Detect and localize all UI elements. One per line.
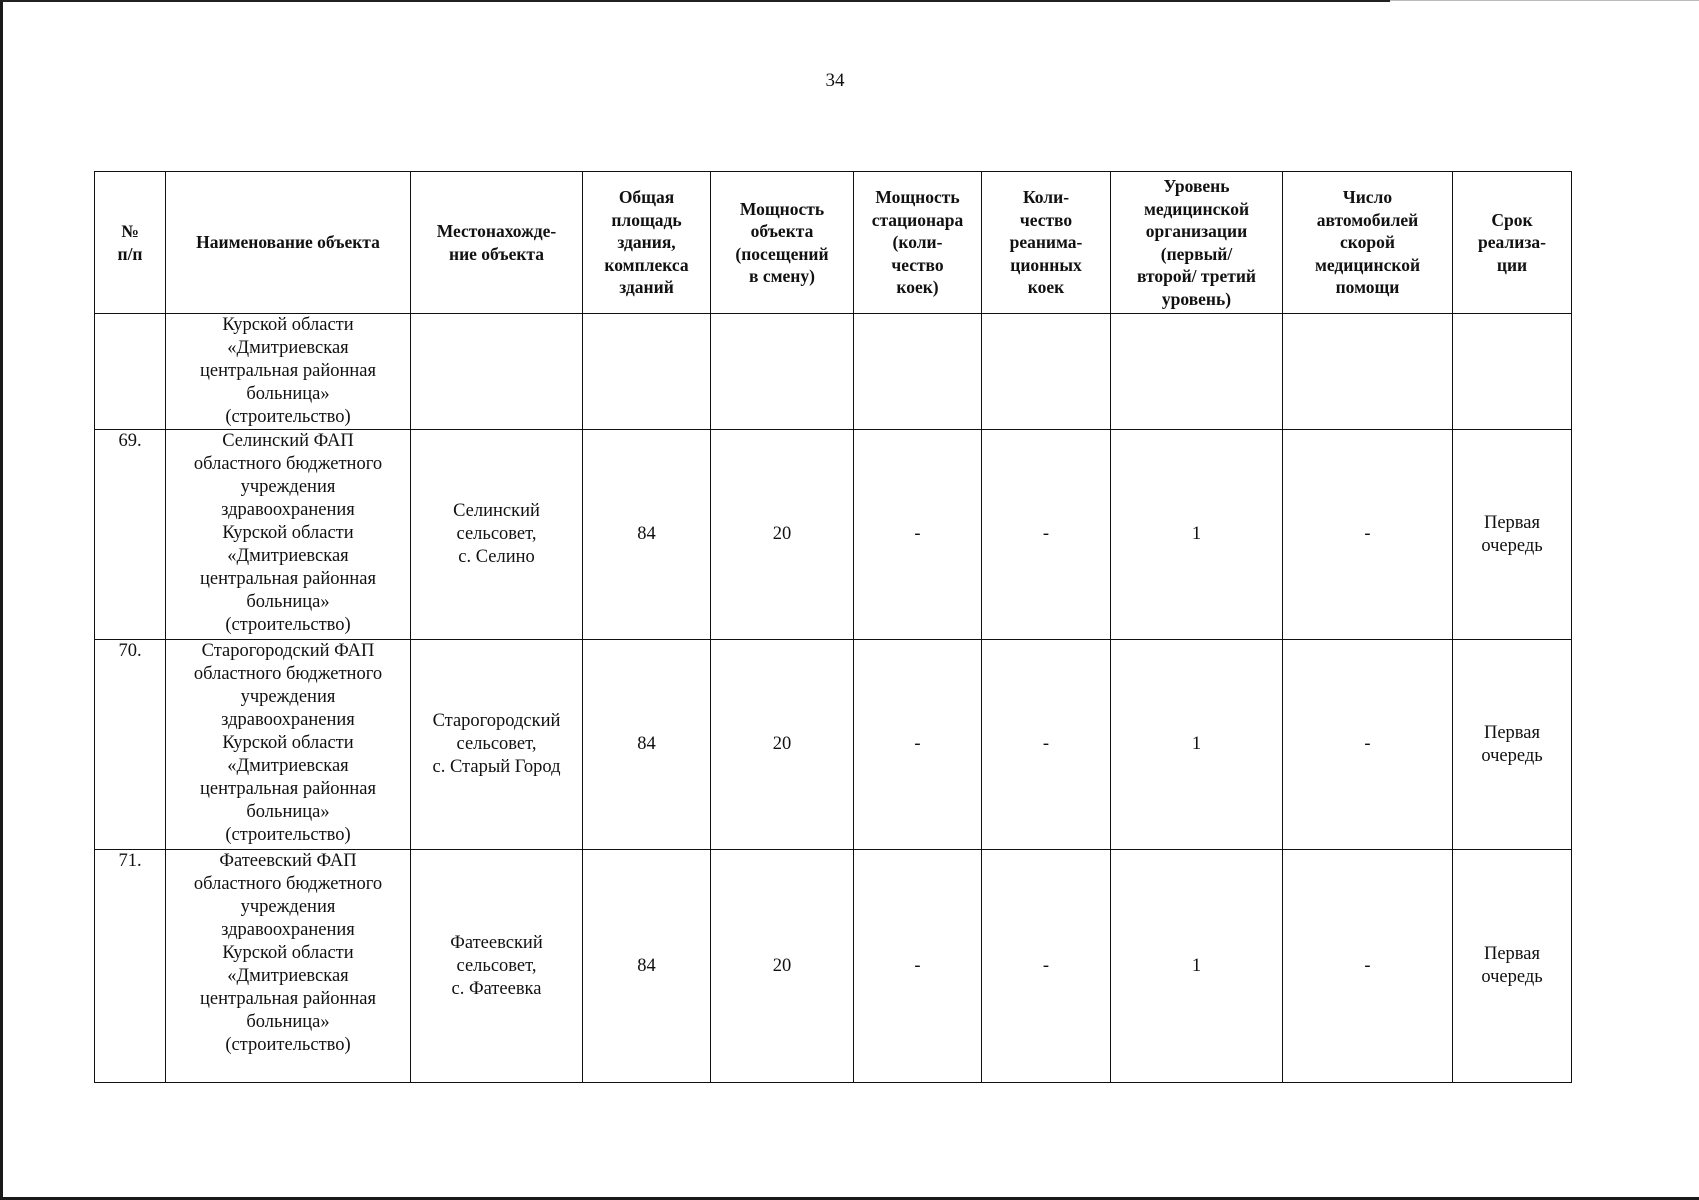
icu-beds-cell xyxy=(982,314,1111,430)
cell-text-line: «Дмитриевская xyxy=(227,756,349,776)
cell-text-line: объекта xyxy=(750,221,814,241)
header-cell-object-name xyxy=(166,172,411,314)
cell-text-line: Первая xyxy=(1483,722,1541,743)
cell-text-line: (строительство) xyxy=(225,825,351,845)
cell-text-line: Первая xyxy=(1483,512,1541,533)
ambulances-cell: - xyxy=(1283,850,1453,1083)
cell-text-line: с. Старый Город xyxy=(432,757,561,777)
header-cell-term xyxy=(1453,172,1572,314)
cell-text-line: (первый/ xyxy=(1160,243,1233,264)
header-cell-hospital-beds xyxy=(854,172,982,314)
beds-cell: - xyxy=(854,640,982,850)
cell-text-line: реализа- xyxy=(1478,232,1546,253)
cell-text-line: здравоохранения xyxy=(221,500,355,520)
cell-text-line: больница» xyxy=(246,592,330,612)
cell-text-line: чество xyxy=(891,254,944,275)
cell-text-line: «Дмитриевская xyxy=(227,338,349,358)
capacity-cell: 20 xyxy=(711,640,854,850)
area-cell: 84 xyxy=(583,640,711,850)
cell-text-line: коек) xyxy=(896,277,939,298)
cell-text-line: центральная районная xyxy=(200,361,376,381)
ambulances-cell: - xyxy=(1283,640,1453,850)
cell-text-line: Коли- xyxy=(1022,187,1070,208)
cell-text-line: центральная районная xyxy=(200,779,376,799)
cell-text-line: больница» xyxy=(246,384,330,404)
header-cell-number xyxy=(95,172,166,314)
cell-text-line: сельсовет, xyxy=(456,955,537,976)
location-cell xyxy=(411,314,583,430)
cell-text-line: Срок xyxy=(1491,209,1533,230)
cell-text-line: Курской области xyxy=(222,523,354,543)
cell-text-line: (строительство) xyxy=(225,407,351,427)
term-cell xyxy=(1453,850,1572,1083)
icu-beds-cell: - xyxy=(982,640,1111,850)
header-cell-capacity xyxy=(711,172,854,314)
cell-text-line: площадь xyxy=(611,209,682,230)
ambulances-cell: - xyxy=(1283,430,1453,640)
cell-text-line: уровень) xyxy=(1161,288,1232,309)
cell-text-line: комплекса xyxy=(604,254,689,275)
cell-text-line: в смену) xyxy=(749,266,815,286)
header-cell-medical-level xyxy=(1111,172,1283,314)
header-cell-total-area xyxy=(583,172,711,314)
level-cell: 1 xyxy=(1111,430,1283,640)
row-number-cell: 69. xyxy=(95,430,166,640)
term-cell xyxy=(1453,314,1572,430)
header-cell-location xyxy=(411,172,583,314)
cell-text-line: помощи xyxy=(1335,277,1400,298)
term-cell xyxy=(1453,430,1572,640)
cell-text-line: здравоохранения xyxy=(221,920,355,940)
object-name-cell xyxy=(166,314,411,430)
cell-text-line: медицинской xyxy=(1314,254,1421,275)
cell-text-line: организации xyxy=(1145,221,1248,241)
cell-text-line: Фатеевский ФАП xyxy=(219,851,357,871)
cell-text-line: коек xyxy=(1027,277,1065,298)
beds-cell: - xyxy=(854,850,982,1083)
cell-text-line: центральная районная xyxy=(200,569,376,589)
cell-text-line: учреждения xyxy=(240,897,336,917)
cell-text-line: (посещений xyxy=(735,243,829,264)
cell-text-line: очередь xyxy=(1481,967,1543,987)
object-name-cell xyxy=(166,640,411,850)
cell-text-line: центральная районная xyxy=(200,989,376,1009)
scan-edge-top xyxy=(0,0,1390,2)
object-name-cell xyxy=(166,850,411,1083)
row-number-cell: 70. xyxy=(95,640,166,850)
objects-table xyxy=(94,171,1572,1083)
cell-text-line: здравоохранения xyxy=(221,710,355,730)
cell-text-line: сельсовет, xyxy=(456,734,537,754)
cell-text-line: больница» xyxy=(246,1012,330,1032)
location-cell xyxy=(411,850,583,1083)
level-cell: 1 xyxy=(1111,850,1283,1083)
cell-text-line: Фатеевский xyxy=(450,932,543,953)
cell-text-line: «Дмитриевская xyxy=(227,546,349,566)
capacity-cell: 20 xyxy=(711,850,854,1083)
area-cell: 84 xyxy=(583,850,711,1083)
cell-text-line: здания, xyxy=(617,232,676,253)
cell-text-line: «Дмитриевская xyxy=(227,966,349,986)
capacity-cell xyxy=(711,314,854,430)
cell-text-line: очередь xyxy=(1481,535,1543,556)
cell-text-line: Местонахожде- xyxy=(436,221,557,241)
cell-text-line: Первая xyxy=(1483,944,1541,964)
beds-cell: - xyxy=(854,430,982,640)
header-cell-icu-beds xyxy=(982,172,1111,314)
cell-text-line: реанима- xyxy=(1009,232,1083,253)
cell-text-line: Старогородский xyxy=(432,711,561,731)
capacity-cell: 20 xyxy=(711,430,854,640)
cell-text-line: Общая xyxy=(618,187,675,208)
level-cell xyxy=(1111,314,1283,430)
cell-text-line: Мощность xyxy=(739,198,825,219)
ambulances-cell xyxy=(1283,314,1453,430)
cell-text-line: областного бюджетного xyxy=(193,874,383,894)
cell-text-line: ционных xyxy=(1010,254,1082,275)
cell-text-line: (строительство) xyxy=(225,615,351,635)
table-row xyxy=(95,850,1572,1083)
cell-text-line: ции xyxy=(1496,254,1528,275)
cell-text-line: Селинский ФАП xyxy=(222,431,354,451)
table-header-row xyxy=(95,172,1572,314)
cell-text-line: областного бюджетного xyxy=(193,664,383,684)
cell-text-line: Уровень xyxy=(1163,176,1230,196)
table-row xyxy=(95,640,1572,850)
header-cell-ambulances xyxy=(1283,172,1453,314)
row-number-cell xyxy=(95,314,166,430)
cell-text-line: очередь xyxy=(1481,745,1543,766)
icu-beds-cell: - xyxy=(982,430,1111,640)
cell-text-line: областного бюджетного xyxy=(193,454,383,474)
cell-text-line: № xyxy=(121,221,139,241)
cell-text-line: скорой xyxy=(1340,232,1395,253)
cell-text-line: Старогородский ФАП xyxy=(201,641,375,661)
cell-text-line: Курской области xyxy=(222,943,354,963)
cell-text-line: Мощность xyxy=(875,187,960,208)
cell-text-line: Число xyxy=(1342,187,1393,208)
cell-text-line: медицинской xyxy=(1143,198,1250,219)
cell-text-line: Курской области xyxy=(222,733,354,753)
cell-text-line: учреждения xyxy=(240,687,336,707)
icu-beds-cell: - xyxy=(982,850,1111,1083)
cell-text-line: второй/ третий xyxy=(1136,266,1256,286)
table-row-continuation xyxy=(95,314,1572,430)
cell-text-line: с. Фатеевка xyxy=(451,978,542,999)
cell-text-line: Наименование объекта xyxy=(196,232,380,253)
cell-text-line: автомобилей xyxy=(1316,209,1419,230)
location-cell xyxy=(411,430,583,640)
cell-text-line: чество xyxy=(1019,209,1073,230)
scan-edge-top-light xyxy=(1390,0,1699,1)
scan-edge-left xyxy=(0,0,3,1200)
table-row xyxy=(95,430,1572,640)
cell-text-line: стационара xyxy=(871,209,964,230)
location-cell xyxy=(411,640,583,850)
cell-text-line: (строительство) xyxy=(225,1035,351,1055)
cell-text-line: с. Селино xyxy=(458,547,535,567)
cell-text-line: Селинский xyxy=(453,501,540,521)
cell-text-line: ние объекта xyxy=(449,243,544,264)
cell-text-line: учреждения xyxy=(240,477,336,497)
cell-text-line: больница» xyxy=(246,802,330,822)
row-number-cell: 71. xyxy=(95,850,166,1083)
area-cell: 84 xyxy=(583,430,711,640)
cell-text-line: п/п xyxy=(117,243,143,264)
level-cell: 1 xyxy=(1111,640,1283,850)
cell-text-line: сельсовет, xyxy=(456,524,537,544)
beds-cell xyxy=(854,314,982,430)
cell-text-line: зданий xyxy=(619,277,674,298)
term-cell xyxy=(1453,640,1572,850)
object-name-cell xyxy=(166,430,411,640)
area-cell xyxy=(583,314,711,430)
cell-text-line: (коли- xyxy=(892,232,943,253)
page-number: 34 xyxy=(825,70,845,91)
cell-text-line: Курской области xyxy=(222,315,354,335)
